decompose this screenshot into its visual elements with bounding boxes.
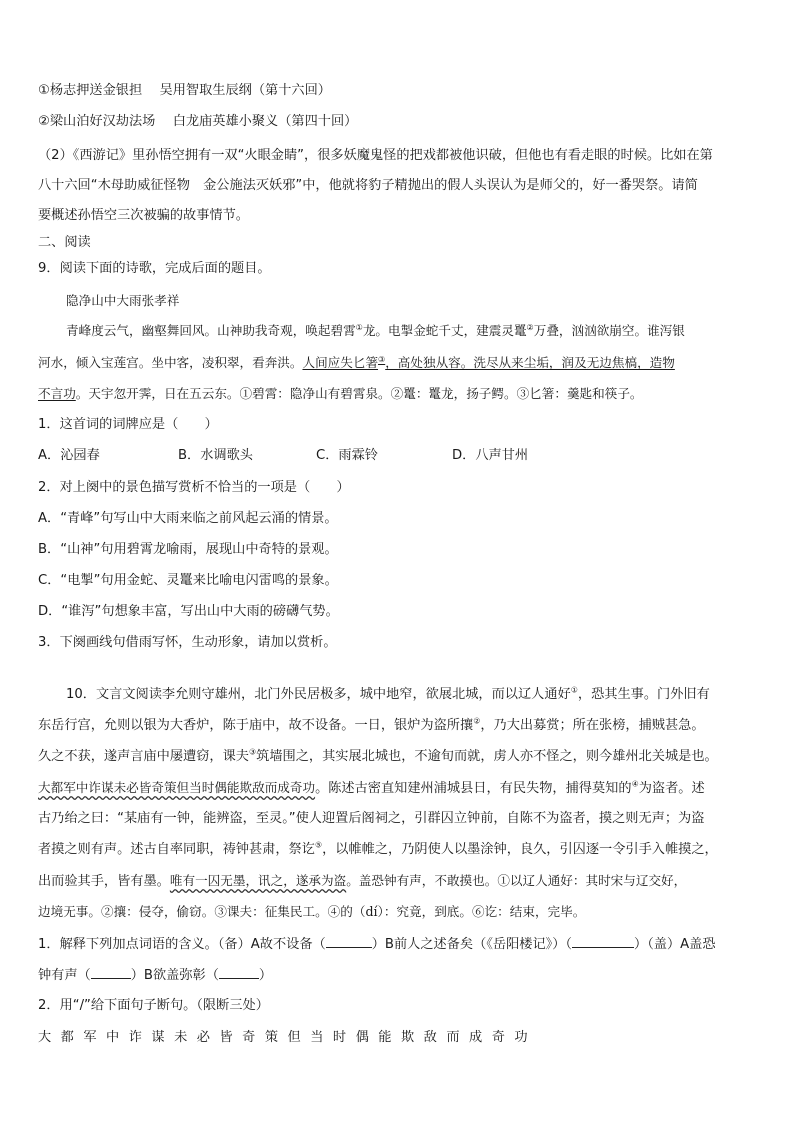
- passage-text: 。陈述古密直知建州浦城县日，有民失物，捕得莫知的: [315, 781, 632, 796]
- passage-line-5: 古乃绐之曰：“某庙有一钟，能辨盗，至灵。”使人迎置后阁祠之，引群囚立钟前，自陈不为盗者，摸之则无声；为盗: [38, 811, 705, 826]
- question-text: 1．解释下列加点词语的含义。（备）A故不设备（: [38, 937, 326, 952]
- question-9-1: 1．这首词的词牌应是（ ）: [38, 417, 218, 432]
- question-text: ）B欲盖弥彰（: [130, 968, 219, 983]
- passage-text: 筑墙围之，其实展北城也，不逾旬而就，虏人亦不怪之，则今雄州北关城是也。: [256, 749, 718, 764]
- footnote-text: 。盖恐钟有声，不敢摸也。①以辽人通好：其时宋与辽交好，: [346, 873, 687, 888]
- option-b: B．水调歌头: [178, 448, 253, 463]
- poem-line-3: [38, 385, 643, 403]
- wavy-underlined-text: 大都军中诈谋未必皆奇策但当时偶能欺敌而成奇功: [38, 780, 316, 795]
- passage-text: 为盗者。述: [638, 781, 705, 796]
- passage-text: 东岳行宫，允则以银为大香炉，陈于庙中，故不设备。一日，银炉为盗所攘: [38, 718, 474, 733]
- question-9-2-option-c: C．“电掣”句用金蛇、灵鼍来比喻电闪雷鸣的景象。: [38, 573, 338, 588]
- passage-line-3: [38, 748, 718, 766]
- question-9-2-option-a: A．“青峰”句写山中大雨来临之前风起云涌的情景。: [38, 511, 338, 526]
- footnote-mark: ②: [473, 716, 481, 726]
- shuihu-item-1: ①杨志押送金银担 吴用智取生辰纲（第十六回）: [38, 83, 331, 98]
- poem-line-1: [66, 322, 685, 340]
- question-text: ）（盖）A盖恐: [634, 937, 716, 952]
- passage-text: 出而验其手，皆有墨。: [38, 874, 170, 889]
- question-2-line-1: （2）《西游记》里孙悟空拥有一双“火眼金睛”，很多妖魔鬼怪的把戏都被他识破，但他也有看走眼的时候。比如在第: [38, 148, 713, 163]
- wavy-underlined-text: 唯有一囚无墨，讯之，遂承为盗: [169, 873, 347, 888]
- passage-text: 者摸之则有声。述古自率同职，祷钟甚肃，祭讫: [38, 842, 315, 857]
- passage-footnotes: 边境无事。②攘：侵夺，偷窃。③课夫：征集民工。④的（dí）：究竟，到底。⑥讫：结束，完毕。: [38, 904, 586, 919]
- question-9-2-option-d: D．“谁泻”句想象丰富，写出山中大雨的磅礴气势。: [38, 604, 339, 619]
- underlined-poem-text: ，高处独从容。洗尽从来尘垢，润及无边焦槁，造物: [385, 355, 675, 370]
- passage-line-6: [38, 841, 718, 859]
- question-2-line-3: 要概述孙悟空三次被骗的故事情节。: [38, 208, 249, 223]
- question-2-line-2: 八十六回“木母助威征怪物 金公施法灭妖邪”中，他就将豹子精抛出的假人头误认为是师父的，好一番哭祭。请简: [38, 178, 698, 193]
- poem-text: 万叠，汹汹欲崩空。谁泻银: [533, 323, 685, 338]
- question-9-2-option-b: B．“山神”句用碧霄龙喻雨，展现山中奇特的景观。: [38, 542, 338, 557]
- question-10-1-line-1: [38, 935, 716, 954]
- footnote-mark: ②: [526, 322, 534, 332]
- option-a: A．沁园春: [38, 448, 100, 463]
- question-10-1-line-2: [38, 966, 272, 985]
- footnote-mark: ⑤: [314, 840, 323, 850]
- passage-line-2: [38, 717, 705, 735]
- passage-text: ，以帷帷之，乃阴使人以墨涂钟，良久，引囚逐一令引手入帷摸之，: [322, 842, 718, 857]
- question-text: ）B前人之述备矣（《岳阳楼记》）（: [371, 937, 572, 952]
- footnote-mark: ③: [378, 354, 386, 364]
- question-9-prompt: 9．阅读下面的诗歌，完成后面的题目。: [38, 261, 271, 276]
- poem-title: 隐净山中大雨张孝祥: [66, 293, 180, 308]
- answer-blank[interactable]: [572, 935, 634, 948]
- option-d: D．八声甘州: [452, 448, 529, 463]
- option-c: C．雨霖铃: [316, 448, 378, 463]
- underlined-poem-text: 人间应失匕箸: [302, 355, 379, 370]
- passage-line-7: [38, 872, 686, 891]
- poem-text: 龙。电掣金蛇千丈，建震灵鼍: [362, 323, 527, 338]
- sentence-to-punctuate: 大都军中诈谋未必皆奇策但当时偶能欺敌而成奇功: [38, 1030, 538, 1045]
- footnote-mark: ④: [631, 779, 639, 789]
- answer-blank[interactable]: [91, 966, 131, 979]
- passage-line-4: [38, 779, 705, 798]
- poem-line-2: [38, 354, 675, 372]
- poem-text: 河水，倾入宝莲宫。坐中客，凌积翠，看奔洪。: [38, 355, 303, 370]
- passage-text: 久之不获，遂声言庙中屡遭窃，课夫: [38, 749, 249, 764]
- section-heading-reading: 二、阅读: [38, 235, 91, 250]
- shuihu-item-2: ②梁山泊好汉劫法场 白龙庙英雄小聚义（第四十回）: [38, 114, 358, 129]
- footnote-mark: ③: [249, 747, 257, 757]
- poem-text: 。天宇忽开霁，日在五云东。①碧霄：隐净山有碧霄泉。②鼍：鼍龙，扬子鳄。③匕箸：羹匙和筷子。: [75, 386, 643, 401]
- poem-text: 青峰度云气，幽壑舞回风。山神助我奇观，唤起碧霄: [66, 323, 356, 338]
- question-text: 钟有声（: [38, 968, 91, 983]
- footnote-mark: ①: [570, 685, 578, 695]
- underlined-poem-text: 不言功: [38, 386, 76, 401]
- footnote-mark: ①: [355, 322, 363, 332]
- passage-text: 10．文言文阅读李允则守雄州，北门外民居极多，城中地窄，欲展北城，而以辽人通好: [66, 687, 571, 702]
- question-text: ）: [258, 968, 273, 983]
- question-10-2: 2．用“/”给下面句子断句。（限断三处）: [38, 998, 269, 1013]
- question-9-3: 3．下阕画线句借雨写怀，生动形象，请加以赏析。: [38, 635, 337, 650]
- answer-blank[interactable]: [219, 966, 259, 979]
- question-9-1-options: [38, 447, 528, 465]
- passage-text: ，恐其生事。门外旧有: [577, 687, 710, 702]
- question-9-2: 2．对上阕中的景色描写赏析不恰当的一项是（ ）: [38, 480, 350, 495]
- answer-blank[interactable]: [326, 935, 372, 948]
- passage-text: ，乃大出募赏；所在张榜，捕贼甚急。: [480, 718, 705, 733]
- passage-line-1: [66, 686, 710, 704]
